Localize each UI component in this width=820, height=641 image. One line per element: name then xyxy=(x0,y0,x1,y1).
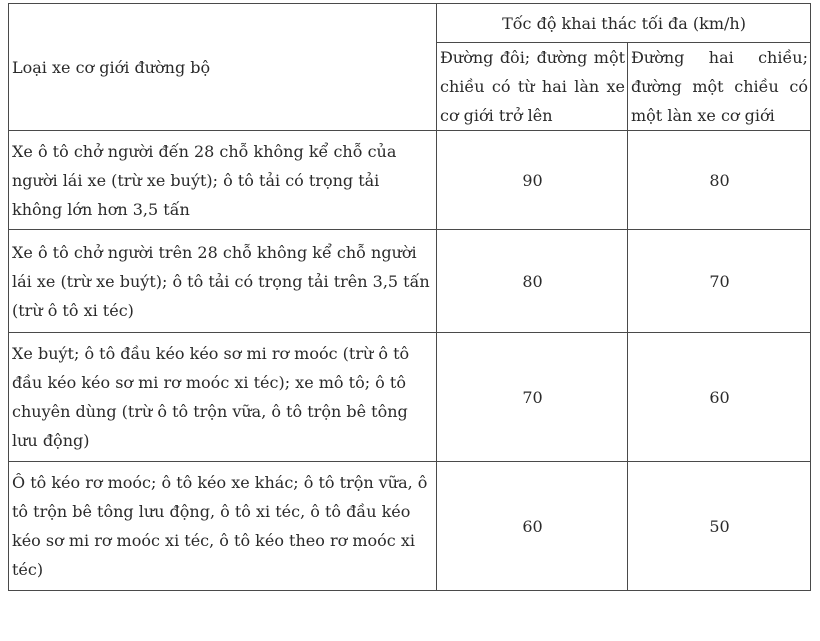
divided-speed-cell: 70 xyxy=(437,333,628,462)
table-row xyxy=(9,230,811,333)
two-way-speed-cell: 80 xyxy=(628,131,811,230)
vehicle-type-header: Loại xe cơ giới đường bộ xyxy=(9,4,437,131)
divided-speed-cell: 60 xyxy=(437,462,628,591)
vehicle-cell: Xe ô tô chở người trên 28 chỗ không kể chỗ người lái xe (trừ xe buýt); ô tô tải có trọng tải trên 3,5 tấn (trừ ô tô xi téc) xyxy=(9,230,437,333)
divided-speed-cell: 90 xyxy=(437,131,628,230)
two-way-road-header: Đường hai chiều; đường một chiều có một làn xe cơ giới xyxy=(628,43,811,131)
two-way-speed-cell: 60 xyxy=(628,333,811,462)
divided-speed-cell: 80 xyxy=(437,230,628,333)
vehicle-cell: Ô tô kéo rơ moóc; ô tô kéo xe khác; ô tô trộn vữa, ô tô trộn bê tông lưu động, ô tô xi téc, ô tô đầu kéo kéo sơ mi rơ moóc xi téc, ô tô kéo theo rơ moóc xi téc) xyxy=(9,462,437,591)
vehicle-cell: Xe buýt; ô tô đầu kéo kéo sơ mi rơ moóc (trừ ô tô đầu kéo kéo sơ mi rơ moóc xi téc); xe mô tô; ô tô chuyên dùng (trừ ô tô trộn vữa, ô tô trộn bê tông lưu động) xyxy=(9,333,437,462)
max-speed-header: Tốc độ khai thác tối đa (km/h) xyxy=(437,4,811,43)
two-way-speed-cell: 50 xyxy=(628,462,811,591)
divided-road-header: Đường đôi; đường một chiều có từ hai làn xe cơ giới trở lên xyxy=(437,43,628,131)
table-row xyxy=(9,333,811,462)
vehicle-cell: Xe ô tô chở người đến 28 chỗ không kể chỗ của người lái xe (trừ xe buýt); ô tô tải có trọng tải không lớn hơn 3,5 tấn xyxy=(9,131,437,230)
table-row xyxy=(9,131,811,230)
speed-limit-table xyxy=(8,3,811,591)
header-row-top xyxy=(9,4,811,43)
two-way-speed-cell: 70 xyxy=(628,230,811,333)
table-row xyxy=(9,462,811,591)
